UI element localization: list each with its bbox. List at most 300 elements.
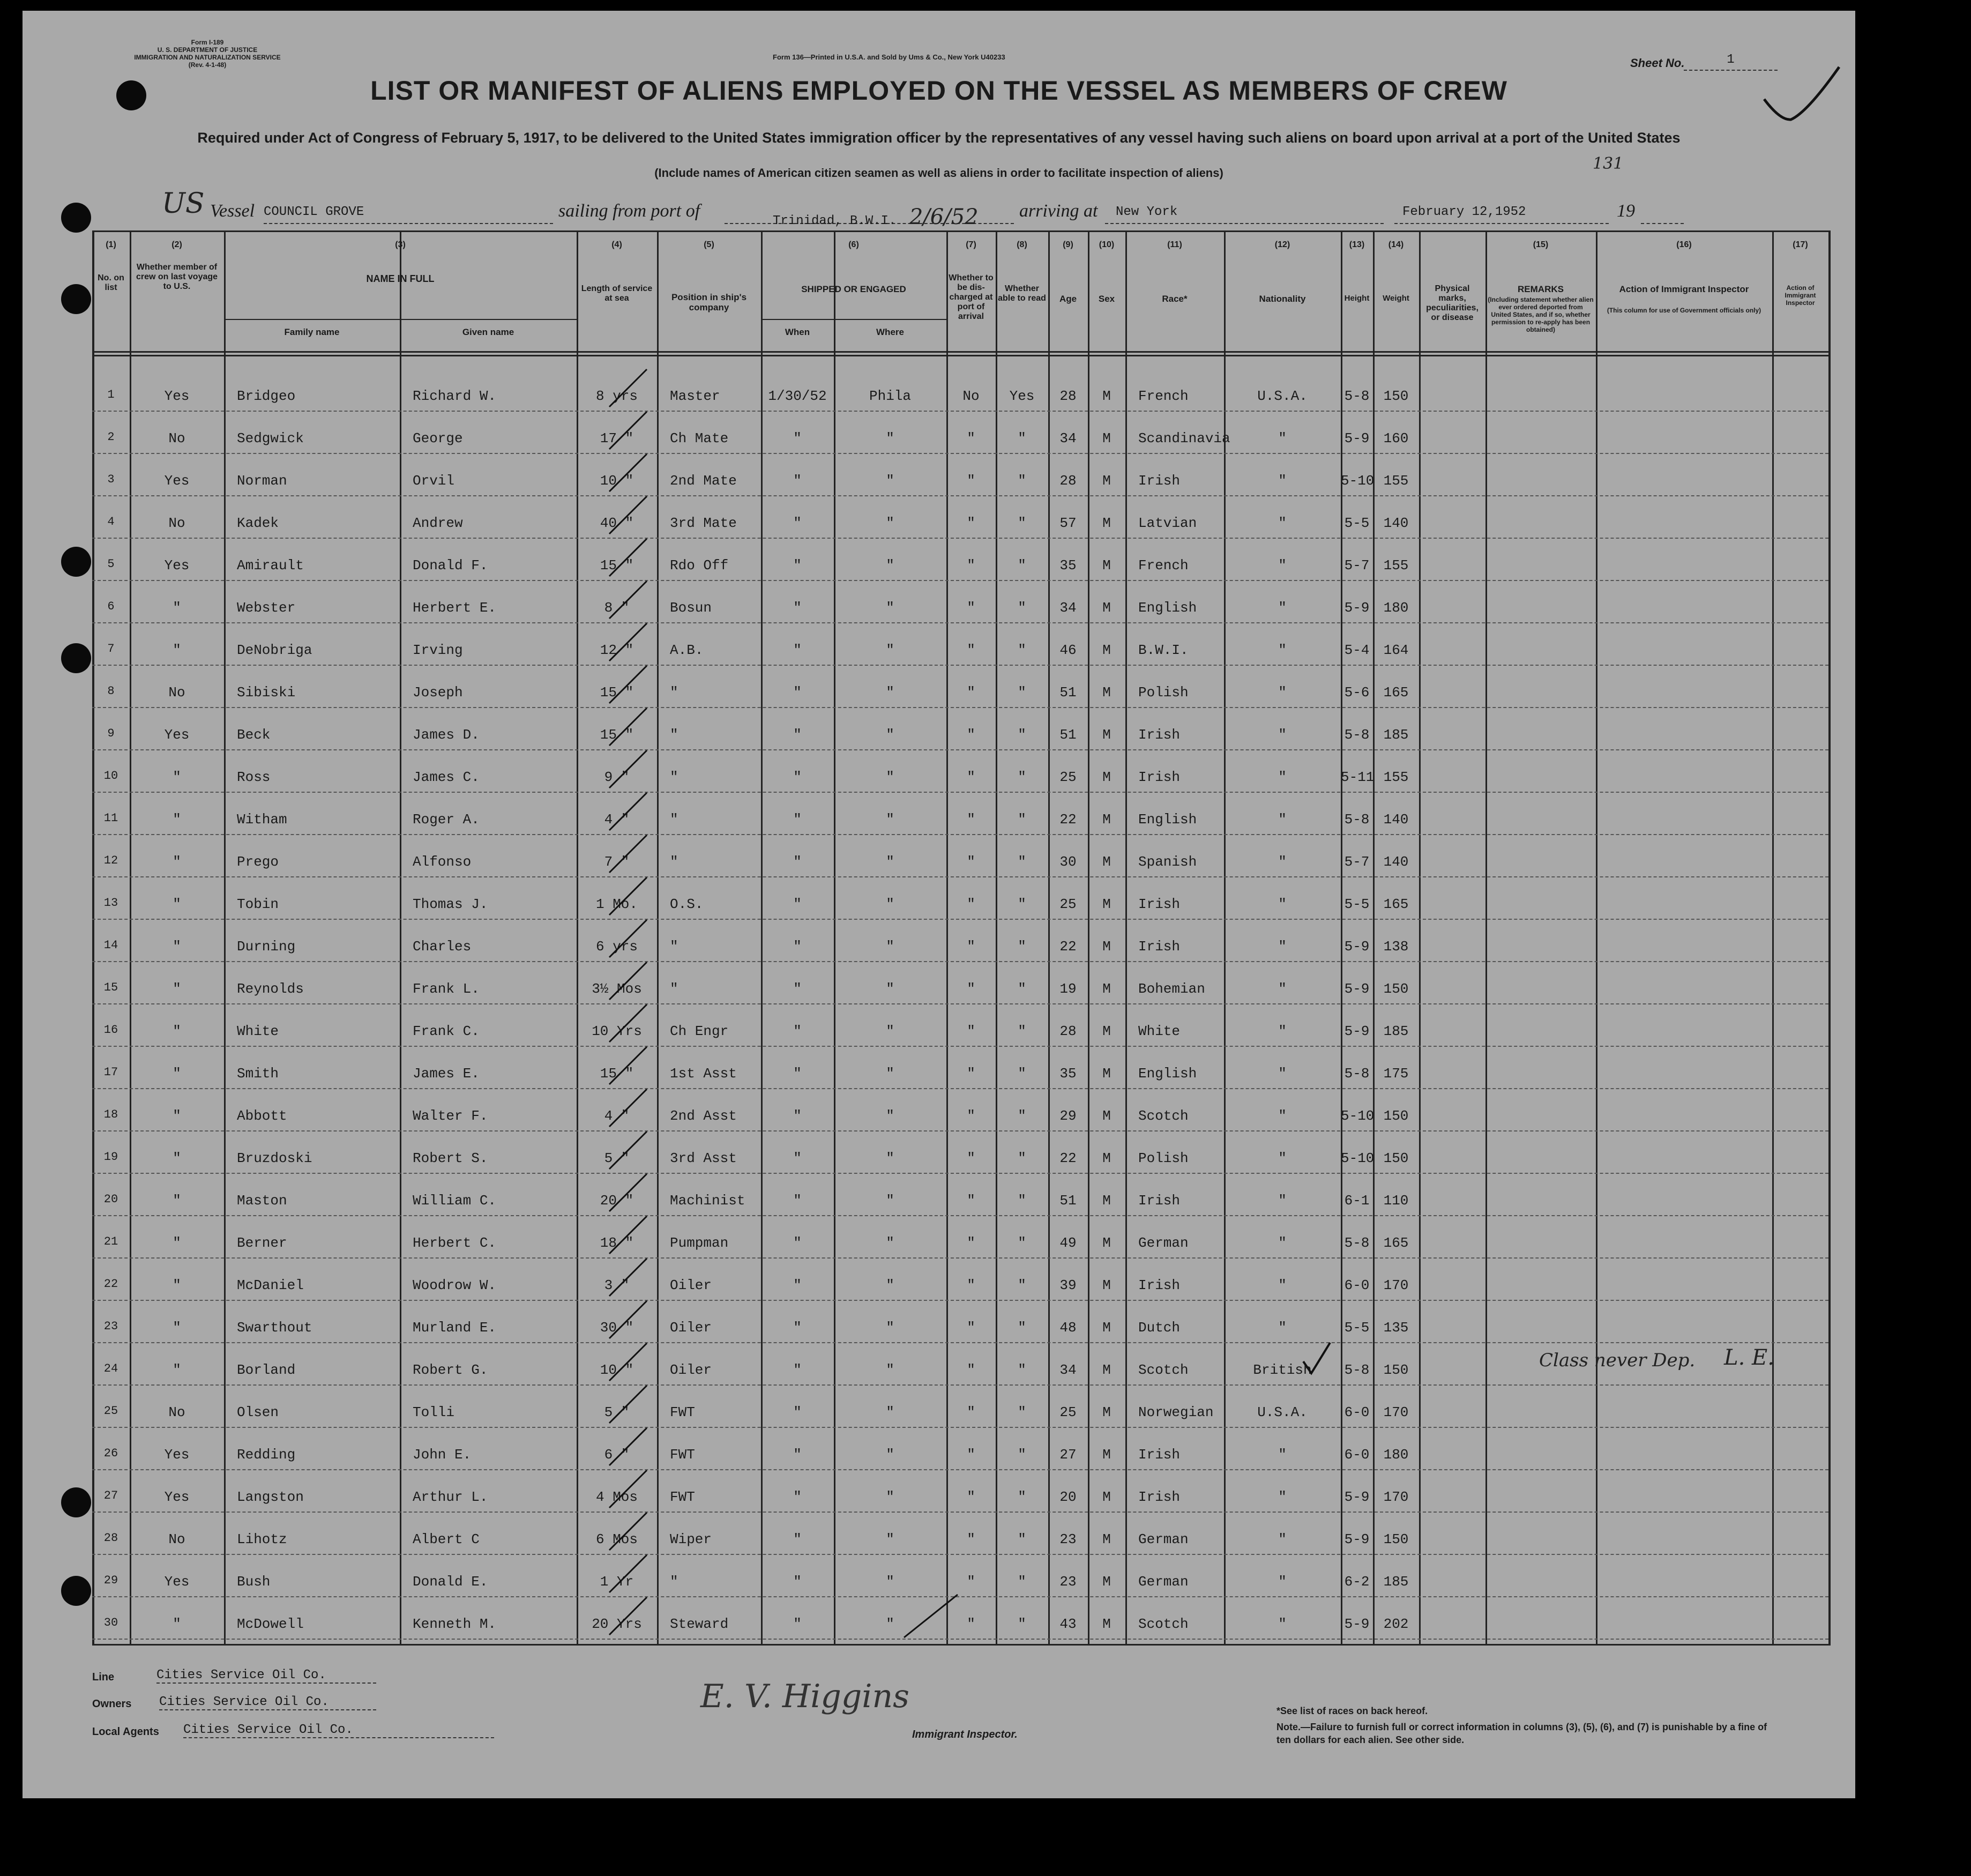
shipped-when-cell: " — [793, 1531, 802, 1547]
arriving-port-name: New York — [1116, 205, 1178, 219]
verification-stroke-icon — [607, 790, 649, 833]
row-rule — [92, 1512, 1828, 1513]
verification-stroke-icon — [607, 917, 649, 960]
last-voyage-cell: Yes — [164, 727, 190, 743]
shipped-when-cell: " — [793, 473, 802, 489]
service-cell: 7 " — [604, 854, 630, 870]
nationality-cell: " — [1278, 1616, 1287, 1632]
verification-stroke-icon — [607, 494, 649, 537]
shipped-where-cell: " — [886, 684, 894, 701]
verification-stroke-icon — [607, 1171, 649, 1214]
position-cell: 1st Asst — [670, 1066, 737, 1082]
row-rule — [92, 1215, 1828, 1216]
row-number: 11 — [103, 812, 118, 825]
weight-cell: 135 — [1383, 1320, 1409, 1336]
age-cell: 20 — [1059, 1489, 1077, 1505]
race-cell: Scotch — [1138, 1362, 1189, 1378]
weight-cell: 170 — [1383, 1277, 1409, 1293]
read-cell: " — [1018, 1235, 1026, 1251]
row-number: 25 — [103, 1404, 118, 1418]
height-cell: 5-10 — [1341, 1150, 1375, 1166]
read-cell: " — [1018, 896, 1026, 912]
last-voyage-cell: No — [168, 1531, 185, 1547]
tick-stroke-icon — [901, 1592, 960, 1640]
age-cell: 25 — [1059, 769, 1077, 785]
given-name-cell: Walter F. — [413, 1108, 488, 1124]
race-cell: White — [1138, 1023, 1181, 1039]
discharge-cell: " — [967, 684, 975, 701]
column-number: (12) — [1274, 240, 1290, 249]
sex-cell: M — [1102, 1362, 1111, 1378]
shipped-where-cell: " — [886, 473, 894, 489]
position-cell: " — [670, 684, 678, 701]
family-name-cell: Borland — [237, 1362, 296, 1378]
sex-cell: M — [1102, 812, 1111, 828]
revision: (Rev. 4-1-48) — [188, 61, 227, 69]
row-number: 16 — [103, 1023, 118, 1037]
service-cell: 18 " — [600, 1235, 634, 1251]
discharge-cell: No — [962, 388, 980, 404]
service-cell: 20 " — [600, 1193, 634, 1209]
nationality-cell: " — [1278, 769, 1287, 785]
service-cell: 1 Mo. — [595, 896, 638, 912]
given-name-cell: George — [413, 430, 463, 446]
age-cell: 23 — [1059, 1574, 1077, 1590]
age-cell: 22 — [1059, 939, 1077, 955]
local-agents-label: Local Agents — [92, 1726, 159, 1738]
race-cell: Dutch — [1138, 1320, 1181, 1336]
service-cell: 15 " — [600, 557, 634, 574]
position-cell: 3rd Asst — [670, 1150, 737, 1166]
age-cell: 23 — [1059, 1531, 1077, 1547]
shipped-where-cell: " — [886, 939, 894, 955]
nationality-cell: " — [1278, 1320, 1287, 1336]
read-cell: " — [1018, 727, 1026, 743]
discharge-cell: " — [967, 473, 975, 489]
sex-cell: M — [1102, 896, 1111, 912]
race-cell: Norwegian — [1138, 1404, 1214, 1420]
shipped-when-cell: " — [793, 1235, 802, 1251]
row-number: 30 — [103, 1616, 118, 1629]
service-cell: 6 " — [604, 1447, 630, 1463]
family-name-cell: Sibiski — [237, 684, 296, 701]
last-voyage-cell: " — [173, 854, 181, 870]
weight-cell: 140 — [1383, 515, 1409, 531]
col-remarks-sub: (Including statement whether alien ever ordered deported from United States, and if so, whether permission to re-apply has been obtained) — [1488, 296, 1594, 333]
race-cell: German — [1138, 1574, 1189, 1590]
height-cell: 5-8 — [1344, 812, 1370, 828]
row-number: 3 — [107, 473, 115, 486]
race-cell: Polish — [1138, 684, 1189, 701]
verification-stroke-icon — [607, 1468, 649, 1510]
row-rule — [92, 622, 1828, 623]
row-number: 15 — [103, 981, 118, 994]
column-number: (7) — [966, 240, 976, 249]
row-rule — [92, 1088, 1828, 1089]
given-name-cell: Alfonso — [413, 854, 472, 870]
shipped-when-cell: " — [793, 684, 802, 701]
row-number: 27 — [103, 1489, 118, 1502]
col-nationality-header: Nationality — [1259, 294, 1306, 304]
sailing-label: sailing from port of — [558, 201, 700, 221]
race-cell: Irish — [1138, 1489, 1181, 1505]
include-note: (Include names of American citizen seamen as well as aliens in order to facilitate inspection of aliens) — [654, 166, 1223, 180]
weight-cell: 185 — [1383, 727, 1409, 743]
service-cell: 6 Mos — [595, 1531, 638, 1547]
age-cell: 25 — [1059, 1404, 1077, 1420]
read-cell: " — [1018, 854, 1026, 870]
shipped-where-cell: " — [886, 769, 894, 785]
shipped-where-cell: " — [886, 981, 894, 997]
race-cell: German — [1138, 1235, 1189, 1251]
row-rule — [92, 411, 1828, 412]
race-cell: English — [1138, 812, 1197, 828]
shipped-when-cell: " — [793, 1023, 802, 1039]
read-cell: " — [1018, 600, 1026, 616]
punch-hole — [61, 284, 91, 314]
weight-cell: 150 — [1383, 1150, 1409, 1166]
verification-stroke-icon — [607, 1595, 649, 1637]
height-cell: 6-2 — [1344, 1574, 1370, 1590]
shipped-where-cell: " — [886, 600, 894, 616]
nationality-cell: " — [1278, 1277, 1287, 1293]
given-name-cell: John E. — [413, 1447, 472, 1463]
col-read-header: Whether able to read — [998, 284, 1046, 303]
header-bottom-rule — [92, 351, 1828, 353]
column-number: (14) — [1388, 240, 1404, 249]
row-number: 20 — [103, 1193, 118, 1206]
row-rule — [92, 495, 1828, 496]
line-value: Cities Service Oil Co. — [156, 1668, 376, 1684]
col-height-header: Height — [1344, 294, 1370, 303]
sex-cell: M — [1102, 642, 1111, 658]
arriving-port — [1105, 205, 1384, 224]
discharge-cell: " — [967, 1489, 975, 1505]
read-cell: " — [1018, 1150, 1026, 1166]
position-cell: 2nd Asst — [670, 1108, 737, 1124]
height-cell: 5-10 — [1341, 1108, 1375, 1124]
shipped-when-cell: " — [793, 557, 802, 574]
family-name-cell: Kadek — [237, 515, 279, 531]
service-cell: 10 " — [600, 1362, 634, 1378]
race-cell: Irish — [1138, 1193, 1181, 1209]
weight-cell: 180 — [1383, 600, 1409, 616]
position-cell: Bosun — [670, 600, 712, 616]
column-rule — [1419, 230, 1421, 1646]
last-voyage-cell: " — [173, 1193, 181, 1209]
read-cell: " — [1018, 1531, 1026, 1547]
nationality-cell: " — [1278, 515, 1287, 531]
nationality-cell: " — [1278, 1447, 1287, 1463]
given-name-cell: Orvil — [413, 473, 455, 489]
shipped-when-cell: " — [793, 1574, 802, 1590]
shipped-when-cell: " — [793, 769, 802, 785]
family-name-cell: Langston — [237, 1489, 304, 1505]
position-cell: " — [670, 727, 678, 743]
service-cell: 20 Yrs — [592, 1616, 642, 1632]
position-cell: FWT — [670, 1447, 695, 1463]
verification-stroke-icon — [607, 451, 649, 494]
age-cell: 35 — [1059, 557, 1077, 574]
family-name-cell: Tobin — [237, 896, 279, 912]
verification-stroke-icon — [607, 1086, 649, 1129]
read-cell: " — [1018, 1108, 1026, 1124]
row-number: 9 — [107, 727, 115, 740]
shipped-when-cell: " — [793, 1447, 802, 1463]
service-cell: 5 " — [604, 1404, 630, 1420]
position-cell: " — [670, 981, 678, 997]
table-top-rule — [92, 230, 1828, 232]
height-cell: 5-5 — [1344, 1320, 1370, 1336]
row-rule — [92, 1639, 1828, 1640]
shipped-where-cell: " — [886, 1277, 894, 1293]
weight-cell: 170 — [1383, 1489, 1409, 1505]
sex-cell: M — [1102, 1447, 1111, 1463]
weight-cell: 150 — [1383, 1362, 1409, 1378]
local-agents-value: Cities Service Oil Co. — [183, 1723, 494, 1738]
height-cell: 5-5 — [1344, 515, 1370, 531]
position-cell: " — [670, 1574, 678, 1590]
discharge-cell: " — [967, 1277, 975, 1293]
sex-cell: M — [1102, 684, 1111, 701]
height-cell: 5-8 — [1344, 388, 1370, 404]
last-voyage-cell: " — [173, 981, 181, 997]
race-cell: Irish — [1138, 939, 1181, 955]
sex-cell: M — [1102, 515, 1111, 531]
family-name-cell: Beck — [237, 727, 271, 743]
row-number: 4 — [107, 515, 115, 528]
sex-cell: M — [1102, 430, 1111, 446]
age-cell: 28 — [1059, 1023, 1077, 1039]
row-rule — [92, 1003, 1828, 1004]
verification-stroke-icon — [607, 1002, 649, 1045]
col-family-name-header: Family name — [284, 327, 340, 337]
race-cell: Irish — [1138, 896, 1181, 912]
nationality-cell: " — [1278, 1235, 1287, 1251]
race-cell: Irish — [1138, 1277, 1181, 1293]
position-cell: 2nd Mate — [670, 473, 737, 489]
service-cell: 3 " — [604, 1277, 630, 1293]
service-cell: 12 " — [600, 642, 634, 658]
height-cell: 5-9 — [1344, 981, 1370, 997]
given-name-cell: Charles — [413, 939, 472, 955]
read-cell: " — [1018, 1489, 1026, 1505]
col-physical-header: Physical marks, peculiarities, or disease — [1426, 284, 1479, 322]
age-cell: 51 — [1059, 1193, 1077, 1209]
last-voyage-cell: " — [173, 1066, 181, 1082]
row-number: 5 — [107, 557, 115, 571]
punch-hole — [61, 1576, 91, 1606]
line-label: Line — [92, 1671, 115, 1683]
col-last-voyage-header: Whether member of crew on last voyage to U.S. — [136, 263, 218, 291]
verification-stroke-icon — [607, 1044, 649, 1087]
weight-cell: 150 — [1383, 981, 1409, 997]
shipped-where-cell: " — [886, 896, 894, 912]
col-action-sub: (This column for use of Government officials only) — [1607, 307, 1761, 314]
last-voyage-cell: Yes — [164, 473, 190, 489]
discharge-cell: " — [967, 430, 975, 446]
us-mark: US — [162, 188, 205, 220]
vessel-name: COUNCIL GROVE — [264, 205, 553, 224]
vessel-label: Vessel — [210, 201, 255, 221]
service-cell: 5 " — [604, 1150, 630, 1166]
height-cell: 5-7 — [1344, 557, 1370, 574]
shipped-when-cell: " — [793, 1320, 802, 1336]
sex-cell: M — [1102, 769, 1111, 785]
read-cell: " — [1018, 1574, 1026, 1590]
nationality-cell: " — [1278, 600, 1287, 616]
race-cell: Scotch — [1138, 1108, 1189, 1124]
row-number: 7 — [107, 642, 115, 656]
row-rule — [92, 1130, 1828, 1131]
sex-cell: M — [1102, 1489, 1111, 1505]
family-name-cell: Prego — [237, 854, 279, 870]
service-cell: 10 " — [600, 473, 634, 489]
row-number: 24 — [103, 1362, 118, 1375]
nationality-cell: " — [1278, 1023, 1287, 1039]
sex-cell: M — [1102, 1235, 1111, 1251]
row-rule — [92, 961, 1828, 962]
races-note: *See list of races on back hereof. — [1276, 1706, 1428, 1716]
nationality-cell: " — [1278, 684, 1287, 701]
manifest-sheet — [23, 11, 1855, 1798]
shipped-when-cell: " — [793, 812, 802, 828]
discharge-cell: " — [967, 1066, 975, 1082]
given-name-cell: Albert C — [413, 1531, 480, 1547]
col-remarks-header: REMARKS — [1518, 284, 1564, 294]
age-cell: 51 — [1059, 727, 1077, 743]
height-cell: 6-0 — [1344, 1277, 1370, 1293]
row-rule — [92, 749, 1828, 750]
verification-stroke-icon — [607, 1510, 649, 1553]
sex-cell: M — [1102, 1616, 1111, 1632]
page-title: LIST OR MANIFEST OF ALIENS EMPLOYED ON THE VESSEL AS MEMBERS OF CREW — [370, 76, 1507, 106]
race-cell: Bohemian — [1138, 981, 1205, 997]
shipped-where-cell: " — [886, 642, 894, 658]
weight-cell: 175 — [1383, 1066, 1409, 1082]
given-name-cell: Robert G. — [413, 1362, 488, 1378]
nationality-cell: " — [1278, 1108, 1287, 1124]
margin-number: 131 — [1593, 154, 1624, 173]
column-rule — [1828, 230, 1831, 1646]
sex-cell: M — [1102, 473, 1111, 489]
height-cell: 5-8 — [1344, 727, 1370, 743]
shipped-when-cell: 1/30/52 — [768, 388, 827, 404]
age-cell: 57 — [1059, 515, 1077, 531]
nationality-cell: " — [1278, 727, 1287, 743]
service-cell: 9 " — [604, 769, 630, 785]
row-number: 13 — [103, 896, 118, 910]
weight-cell: 140 — [1383, 812, 1409, 828]
punch-hole — [61, 203, 91, 233]
age-cell: 28 — [1059, 473, 1077, 489]
verification-stroke-icon — [607, 705, 649, 748]
verification-stroke-icon — [607, 1298, 649, 1341]
col-position-header: Position in ship's company — [671, 292, 747, 312]
nationality-cell: British — [1253, 1362, 1312, 1378]
nationality-cell: " — [1278, 1574, 1287, 1590]
position-cell: " — [670, 812, 678, 828]
penalty-note: Note.—Failure to furnish full or correct information in columns (3), (5), (6), and (7) is punishable by a fine of ten dollars for each alien. See other side. — [1276, 1722, 1767, 1745]
position-cell: Machinist — [670, 1193, 745, 1209]
position-cell: A.B. — [670, 642, 704, 658]
sex-cell: M — [1102, 1404, 1111, 1420]
given-name-cell: Arthur L. — [413, 1489, 488, 1505]
column-number: (17) — [1793, 240, 1808, 249]
shipped-where-cell: " — [886, 1108, 894, 1124]
family-name-cell: Ross — [237, 769, 271, 785]
height-cell: 5-8 — [1344, 1362, 1370, 1378]
last-voyage-cell: " — [173, 1150, 181, 1166]
height-cell: 6-1 — [1344, 1193, 1370, 1209]
row-number: 10 — [103, 769, 118, 783]
column-number: (10) — [1099, 240, 1115, 249]
shipped-when-cell: " — [793, 1108, 802, 1124]
last-voyage-cell: " — [173, 1320, 181, 1336]
given-name-cell: Tolli — [413, 1404, 455, 1420]
row-number: 21 — [103, 1235, 118, 1248]
age-cell: 49 — [1059, 1235, 1077, 1251]
sheet-number: 1 — [1684, 53, 1778, 71]
race-cell: Spanish — [1138, 854, 1197, 870]
last-voyage-cell: " — [173, 1108, 181, 1124]
shipped-when-cell: " — [793, 939, 802, 955]
service-cell: 15 " — [600, 727, 634, 743]
shipped-when-cell: " — [793, 642, 802, 658]
weight-cell: 165 — [1383, 896, 1409, 912]
weight-cell: 150 — [1383, 388, 1409, 404]
col-action-header-2: Action of Immigrant Inspector — [1785, 284, 1816, 307]
race-cell: English — [1138, 1066, 1197, 1082]
discharge-cell: " — [967, 939, 975, 955]
col-discharge-header: Whether to be dis-charged at port of arrival — [949, 273, 994, 321]
discharge-cell: " — [967, 854, 975, 870]
nationality-cell: " — [1278, 939, 1287, 955]
row-rule — [92, 1300, 1828, 1301]
position-cell: FWT — [670, 1489, 695, 1505]
family-name-cell: DeNobriga — [237, 642, 312, 658]
arriving-label: arriving at — [1019, 201, 1098, 221]
service-cell: 15 " — [600, 684, 634, 701]
given-name-cell: Murland E. — [413, 1320, 497, 1336]
race-cell: Polish — [1138, 1150, 1189, 1166]
nationality-cell: " — [1278, 854, 1287, 870]
discharge-cell: " — [967, 1150, 975, 1166]
race-cell: English — [1138, 600, 1197, 616]
row-number: 22 — [103, 1277, 118, 1291]
sailing-date: 2/6/52 — [909, 205, 979, 229]
given-name-cell: Robert S. — [413, 1150, 488, 1166]
shipped-when-cell: " — [793, 727, 802, 743]
read-cell: " — [1018, 473, 1026, 489]
weight-cell: 155 — [1383, 557, 1409, 574]
last-voyage-cell: No — [168, 515, 185, 531]
shipped-when-cell: " — [793, 896, 802, 912]
shipped-where-cell: " — [886, 557, 894, 574]
height-cell: 5-10 — [1341, 473, 1375, 489]
read-cell: " — [1018, 769, 1026, 785]
shipped-where-cell: " — [886, 1235, 894, 1251]
nationality-cell: " — [1278, 1193, 1287, 1209]
given-name-cell: Donald E. — [413, 1574, 488, 1590]
last-voyage-cell: Yes — [164, 1489, 190, 1505]
verification-stroke-icon — [607, 536, 649, 579]
table-bottom-rule — [92, 1644, 1828, 1646]
requirement-text: Required under Act of Congress of February 5, 1917, to be delivered to the United States immigration officer by the representatives of any vessel having such aliens on board upon arrival at a port of the United States — [197, 130, 1681, 146]
form-number: Form I-189 — [191, 39, 224, 46]
col-shipped-header: SHIPPED OR ENGAGED — [801, 284, 906, 294]
discharge-cell: " — [967, 1193, 975, 1209]
